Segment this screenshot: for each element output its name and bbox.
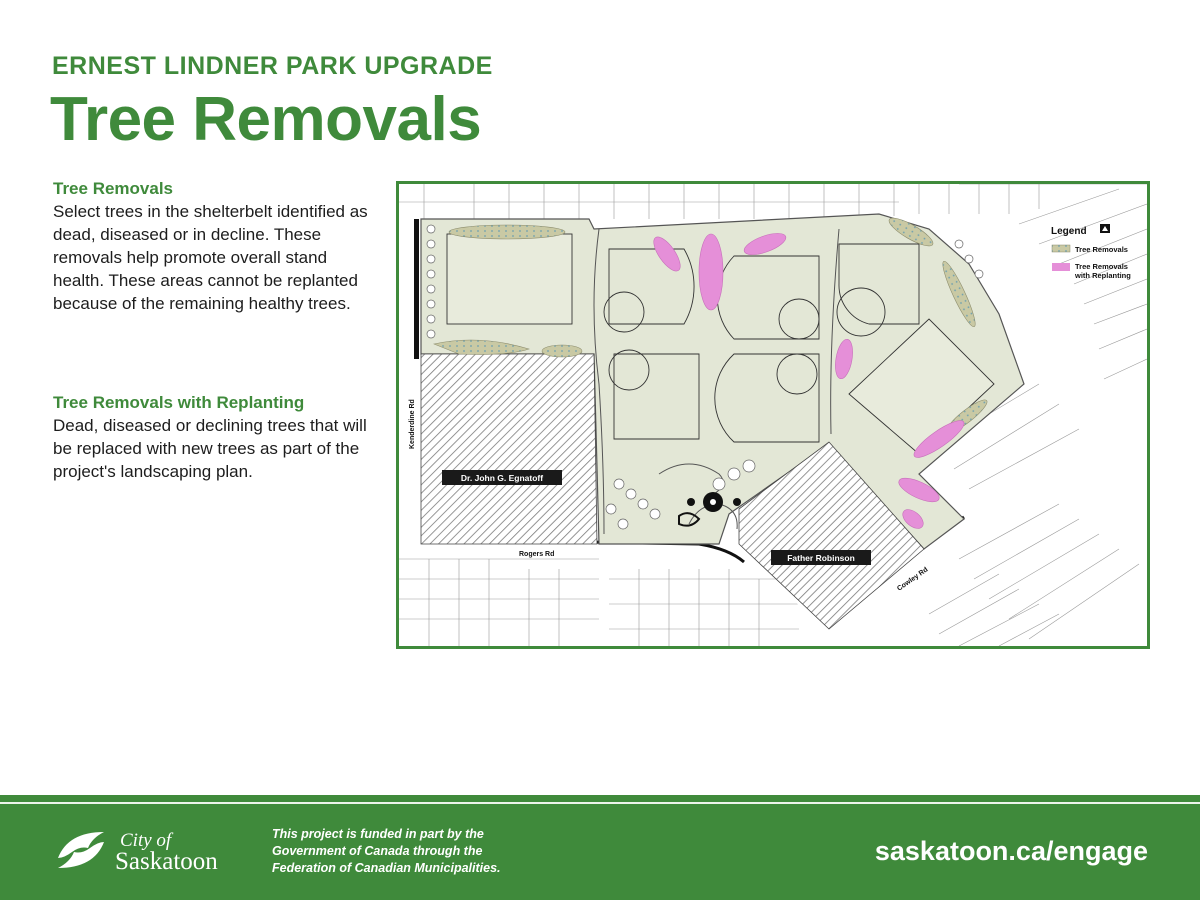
school-label-east — [771, 550, 871, 565]
legend-title: Legend — [1051, 226, 1087, 237]
legend-label-removal: Tree Removals — [1075, 245, 1128, 254]
engage-url-link[interactable]: saskatoon.ca/engage — [874, 836, 1148, 866]
school-area-west — [421, 354, 597, 544]
map-legend — [1051, 224, 1131, 280]
section-body: Dead, diseased or declining trees that will be replaced with new trees as part of the project's landscaping plan. — [53, 416, 367, 481]
road-label-kenderdine: Kenderdine Rd — [409, 399, 416, 449]
section-body: Select trees in the shelterbelt identified as dead, diseased or in decline. These removals help promote overall stand health. These areas cannot be replanted because of the remaining healthy trees. — [53, 202, 368, 313]
funding-line: This project is funded in part by the — [272, 827, 484, 841]
north-arrow-icon — [1100, 224, 1110, 233]
legend-swatch-removal — [1052, 245, 1070, 252]
legend-label-replanting-2: with Replanting — [1075, 271, 1131, 280]
road-label-cowley: Cowley Rd — [896, 566, 930, 593]
legend-swatch-replanting — [1052, 263, 1070, 271]
city-logo-icon — [54, 828, 108, 870]
park-map-drawing — [399, 184, 1147, 646]
park-map — [396, 181, 1150, 649]
school-label-west — [442, 470, 562, 485]
section-heading: Tree Removals with Replanting — [53, 393, 305, 412]
funding-line: Government of Canada through the — [272, 844, 483, 858]
project-eyebrow: ERNEST LINDNER PARK UPGRADE — [52, 52, 493, 80]
footer-divider — [0, 802, 1200, 804]
school-name-east: Father Robinson — [787, 553, 855, 563]
funding-line: Federation of Canadian Municipalities. — [272, 861, 501, 875]
section-tree-removals — [53, 178, 373, 315]
funding-note — [272, 826, 572, 877]
page-title: Tree Removals — [50, 85, 482, 154]
legend-label-replanting-1: Tree Removals — [1075, 262, 1128, 271]
logo-text-city: City of — [120, 830, 172, 851]
logo-text-name: Saskatoon — [115, 848, 218, 875]
school-name-west: Dr. John G. Egnatoff — [460, 473, 544, 483]
section-tree-removals-replanting — [53, 392, 373, 483]
section-heading: Tree Removals — [53, 179, 174, 198]
road-label-rogers: Rogers Rd — [519, 551, 555, 558]
